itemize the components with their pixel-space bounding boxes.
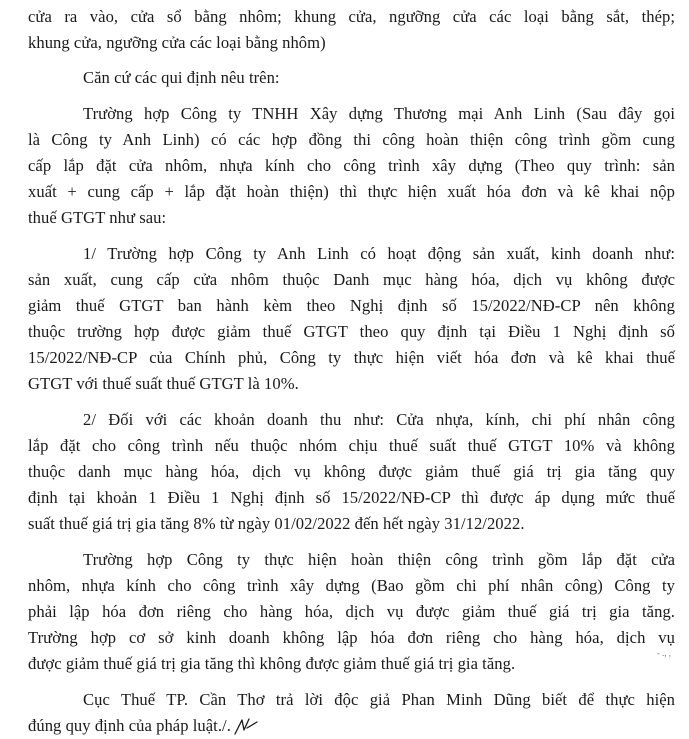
case-line-2: là Công ty Anh Linh) có các hợp đồng thi công hoàn thiện công trình gồm cung xyxy=(28,129,675,149)
point2-line-4: định tại khoản 1 Điều 1 Nghị định số 15/2022/NĐ-CP thì được áp dụng mức thuế xyxy=(28,488,675,508)
basis-paragraph xyxy=(28,65,675,91)
paragraph-gap xyxy=(28,398,675,407)
case-line-3: cấp lắp đặt cửa nhôm, nhựa kính cho công trình xây dựng (Theo quy trình: sản xyxy=(28,155,675,175)
completion-line-3: phải lập hóa đơn riêng cho hàng hóa, dịch vụ được giảm thuế giá trị gia tăng. xyxy=(28,601,675,621)
point2-paragraph xyxy=(28,407,675,538)
intro-fragment xyxy=(28,4,675,56)
case-line-1: Trường hợp Công ty TNHH Xây dựng Thương mại Anh Linh (Sau đây gọi xyxy=(83,103,675,123)
closing-line-1: Cục Thuế TP. Cần Thơ trả lời độc giả Phan Minh Dũng biết để thực hiện xyxy=(83,689,675,709)
closing-paragraph xyxy=(28,687,675,739)
point2-line-3: thuộc danh mục hàng hóa, dịch vụ không được giảm thuế giá trị gia tăng quy xyxy=(28,462,675,481)
case-paragraph xyxy=(28,101,675,232)
point1-line-6: GTGT với thuế suất thuế GTGT là 10%. xyxy=(28,374,299,394)
completion-line-1: Trường hợp Công ty thực hiện hoàn thiện công trình gồm lắp đặt cửa xyxy=(83,549,675,569)
point1-line-3: giảm thuế GTGT ban hành kèm theo Nghị định số 15/2022/NĐ-CP nên không xyxy=(28,295,675,315)
point1-line-2: sản xuất, cung cấp cửa nhôm thuộc Danh mục hàng hóa, dịch vụ không được xyxy=(28,269,675,289)
intro-line-1: cửa ra vào, cửa sổ bằng nhôm; khung cửa, ngưỡng cửa các loại bằng sắt, thép; xyxy=(28,7,675,26)
completion-paragraph xyxy=(28,547,675,678)
point1-line-5: 15/2022/NĐ-CP của Chính phủ, Công ty thực hiện viết hóa đơn và kê khai thuế xyxy=(28,348,675,368)
intro-line-2: khung cửa, ngưỡng cửa các loại bằng nhôm) xyxy=(28,33,326,53)
paragraph-gap xyxy=(28,92,675,101)
paragraph-gap xyxy=(28,56,675,65)
corner-mark: - ., , xyxy=(656,648,671,658)
point2-line-1: 2/ Đối với các khoản doanh thu như: Cửa nhựa, kính, chi phí nhân công xyxy=(83,409,675,429)
paragraph-gap xyxy=(28,678,675,687)
closing-line-2-wrapper xyxy=(28,713,675,739)
point1-paragraph xyxy=(28,241,675,398)
paragraph-gap xyxy=(28,538,675,547)
point2-line-5: suất thuế giá trị gia tăng 8% từ ngày 01/02/2022 đến hết ngày 31/12/2022. xyxy=(28,514,525,534)
case-line-4: xuất + cung cấp + lắp đặt hoàn thiện) thì thực hiện xuất hóa đơn và kê khai nộp xyxy=(28,182,675,202)
case-line-5: thuế GTGT như sau: xyxy=(28,208,167,228)
completion-line-4: Trường hợp cơ sở kinh doanh không lập hóa đơn riêng cho hàng hóa, dịch vụ xyxy=(28,628,675,648)
basis-line: Căn cứ các qui định nêu trên: xyxy=(83,68,280,88)
point1-line-4: thuộc trường hợp được giảm thuế GTGT theo quy định tại Điều 1 Nghị định số xyxy=(28,322,675,342)
initials-signature-icon xyxy=(233,716,259,738)
closing-line-2: đúng quy định của pháp luật./. xyxy=(28,715,231,735)
completion-line-5: được giảm thuế giá trị gia tăng thì không được giảm thuế giá trị gia tăng. xyxy=(28,654,516,674)
paragraph-gap xyxy=(28,232,675,241)
point2-line-2: lắp đặt cho công trình nếu thuộc nhóm chịu thuế suất thuế GTGT 10% và không xyxy=(28,435,675,455)
point1-line-1: 1/ Trường hợp Công ty Anh Linh có hoạt động sản xuất, kinh doanh như: xyxy=(83,243,675,263)
completion-line-2: nhôm, nhựa kính cho công trình xây dựng (Bao gồm chi phí nhân công) Công ty xyxy=(28,575,675,595)
